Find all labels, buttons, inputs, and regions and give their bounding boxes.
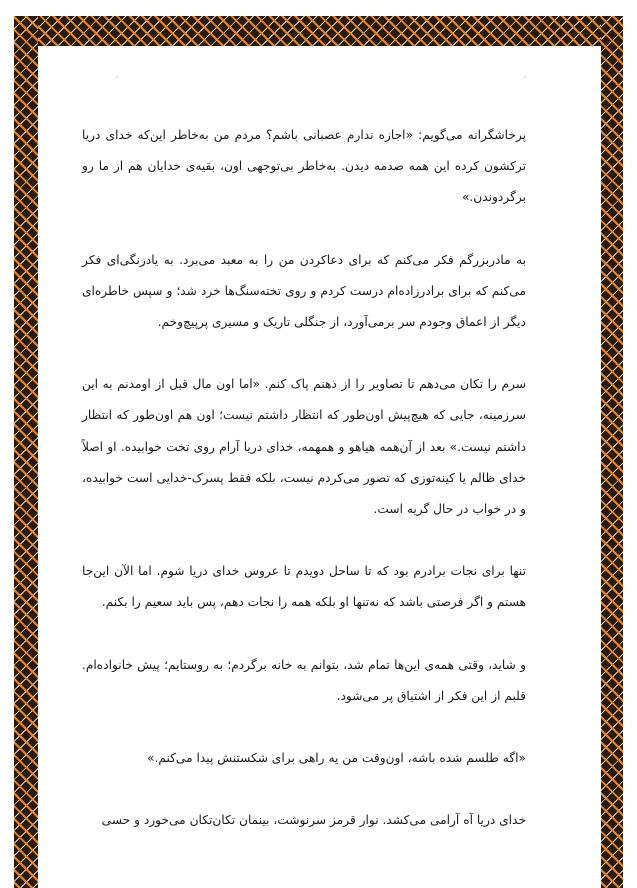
corner-mark-right (524, 76, 526, 78)
paragraph: به مادربزرگم فکر می‌کنم که برای دعاکردن من را به معبد می‌برد. به یادزنگی‌ای فکر می‌کنم که برای برادرزاده‌ام درست کردم و روی تخته‌سنگ‌ها خرد شد؛ و سپس خاطره‌ای دیگر از اعماق وجودم سر برمی‌آورد، از جنگلی تاریک و مسیری پرپیچ‌وخم. (82, 252, 526, 330)
decorative-border-right (601, 16, 623, 888)
paragraph: و شاید، وقتی همه‌ی این‌ها تمام شد، بتوانم به خانه برگردم؛ به روستایم؛ پیش خانواده‌ام. قلبم از این فکر از اشتیاق پر می‌شود. (82, 657, 526, 703)
paragraph: خدای دریا آه آرامی می‌کشد. نوار قرمز سرنوشت، بینمان تکان‌تکان می‌خورد و حسی (101, 813, 526, 828)
decorative-border-left (14, 16, 38, 888)
paragraph: «اگه طلسم شده باشه، اون‌وقت من یه راهی برای شکستنش پیدا می‌کنم.» (147, 751, 526, 766)
corner-mark-left (116, 76, 118, 78)
paragraph: سرم را تکان می‌دهم تا تصاویر را از ذهنم پاک کنم. «اما اون مال قبل از اومدنم به این سرزمینه، جایی که هیچ‌پیش اون‌طور که انتظار داشتم نیست؛ اون هم اون‌طور که انتظار داشتم نیست.» بعد از آن‌همه هیاهو و همهمه، خدای دریا آرام روی تخت خوابیده. او اصلاً خدای ظالم یا کینه‌توزی که تصور می‌کردم نیست، بلکه فقط پسرک-خدایی است خوابیده، و در خواب در حال گریه است. (82, 377, 526, 517)
body-text (82, 120, 526, 867)
decorative-border-top (14, 16, 623, 46)
paragraph: پرخاشگرانه می‌گویم: «اجازه ندارم عصبانی باشم؟ مردم من به‌خاطر این‌که خدای دریا ترکشون کرده این همه صدمه دیدن. به‌خاطر بی‌توجهی اون، بقیه‌ی خدایان هم از ما رو برگردوندن.» (82, 128, 526, 205)
paragraph: تنها برای نجات برادرم بود که تا ساحل دویدم تا عروس خدای دریا شوم. اما الآن این‌جا هستم و اگر فرصتی باشد که نه‌تنها او بلکه همه را نجات دهم، پس باید سعیم را بکنم. (82, 564, 526, 610)
